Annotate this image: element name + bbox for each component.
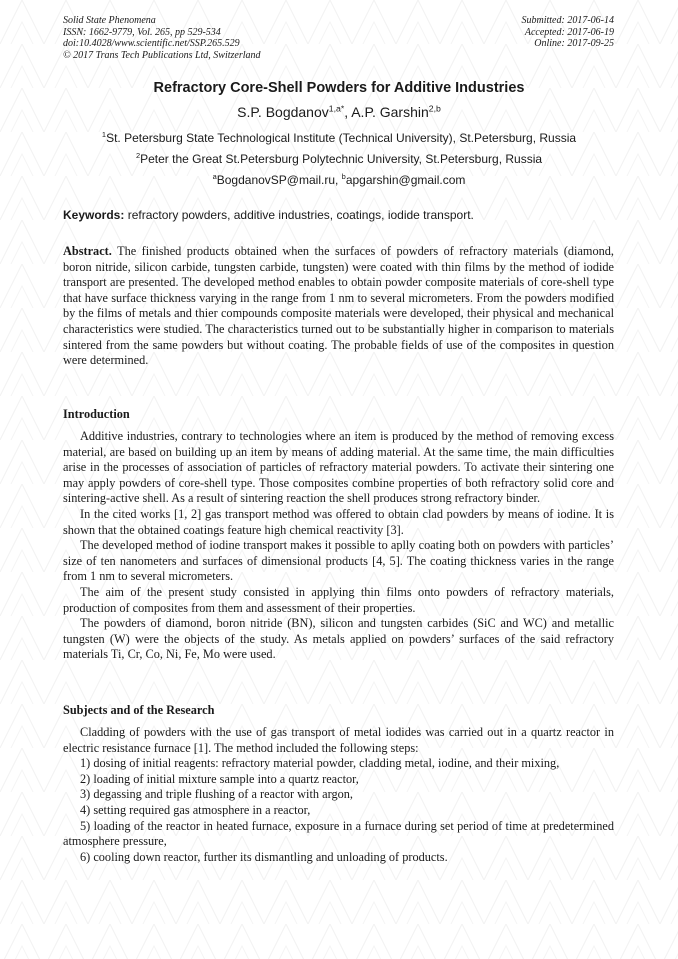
list-item: 6) cooling down reactor, further its dismantling and unloading of products.	[80, 849, 448, 864]
keywords-label: Keywords:	[63, 208, 125, 222]
affiliation-1-text: St. Petersburg State Technological Institute (Technical University), St.Petersburg, Russia	[106, 131, 577, 145]
author-list	[0, 104, 678, 120]
list-item: 5) loading of the reactor in heated furnace, exposure in a furnace during set period of time at predetermined atmosphere pressure,	[63, 818, 614, 849]
affiliation-2-mark: 2	[135, 151, 141, 160]
affiliation-2-text: Peter the Great St.Petersburg Polytechnic University, St.Petersburg, Russia	[140, 152, 543, 166]
affiliation-2	[0, 152, 678, 166]
copyright-line: © 2017 Trans Tech Publications Ltd, Switzerland	[63, 49, 261, 61]
paragraph: The powders of diamond, boron nitride (BN), silicon and tungsten carbides (SiC and WC) and metallic tungsten (W) were the objects of the study. As metals applied on powders’ surfaces of the said refractory materials Ti, Cr, Co, Ni, Fe, Mo were used.	[63, 616, 614, 662]
section-heading-subjects: Subjects and of the Research	[63, 703, 215, 717]
paper-title: Refractory Core-Shell Powders for Additive Industries	[153, 80, 525, 96]
author-2-affiliation-mark: 2,b	[428, 103, 441, 114]
affiliation-1	[0, 131, 678, 145]
abstract-label: Abstract.	[63, 244, 112, 258]
section-heading-introduction: Introduction	[63, 407, 130, 421]
introduction-body	[63, 429, 614, 663]
submitted-date: Submitted: 2017-06-14	[521, 15, 614, 26]
paragraph: The aim of the present study consisted in applying thin films onto powders of refractory materials, production of composites from them and assessment of their properties.	[63, 584, 614, 615]
journal-name: Solid State Phenomena	[63, 15, 156, 26]
paragraph: Additive industries, contrary to technologies where an item is produced by the method of removing excess material, are based on building up an item by means of adding material. At the same time, the main difficulties arise in the processes of association of particles of refractory material powders. To activate their sintering one may apply powders of core-shell type. Those composites combine properties of both refractory solid core and sintering-active shell. As a result of sintering reaction the shell produces strong refractory binder.	[63, 429, 614, 506]
author-2: A.P. Garshin	[351, 104, 429, 120]
paragraph: In the cited works [1, 2] gas transport method was offered to obtain clad powders by means of iodine. It is shown that the obtained coatings feature high chemical reactivity [3].	[63, 506, 614, 537]
author-emails	[0, 173, 678, 187]
author-separator: ,	[344, 104, 352, 120]
online-date: Online: 2017-09-25	[534, 38, 614, 49]
subjects-body	[63, 725, 614, 865]
list-item: 2) loading of initial mixture sample into a quartz reactor,	[80, 771, 359, 786]
keywords	[63, 208, 474, 222]
accepted-date: Accepted: 2017-06-19	[524, 26, 614, 38]
dates-info	[522, 15, 615, 50]
issn-line: ISSN: 1662-9779, Vol. 265, pp 529-534	[63, 26, 221, 38]
abstract-text: The finished products obtained when the surfaces of powders of refractory materials (diamond, boron nitride, silicon carbide, tungsten carbide, tungsten) were coated with thin films by the method of iodide transport are presented. The developed method enables to obtain powder composite materials of core-shell type that have surface thickness varying in the range from 1 nm to several micrometers. From the powders modified by the films of metals and thier compounds composite materials were developed, their physical and mechanical characteristics were studied. The characteristics turned out to be substantially higher in comparison to materials sintered from the same powders but without coating. The probable fields of use of the composites in question were determined.	[63, 244, 614, 368]
email-a-mark: a	[212, 172, 217, 181]
paragraph: Cladding of powders with the use of gas transport of metal iodides was carried out in a quartz reactor in electric resistance furnace [1]. The method included the following steps:	[63, 725, 614, 755]
email-a: BogdanovSP@mail.ru,	[216, 173, 342, 187]
doi-line: doi:10.4028/www.scientific.net/SSP.265.529	[63, 38, 240, 49]
abstract	[63, 244, 614, 369]
email-b: apgarshin@gmail.com	[345, 173, 466, 187]
email-b-mark: b	[341, 172, 346, 181]
author-1-affiliation-mark: 1,a*	[328, 103, 345, 114]
keywords-text: refractory powders, additive industries, coatings, iodide transport.	[124, 208, 474, 222]
affiliation-1-mark: 1	[101, 130, 107, 139]
author-1: S.P. Bogdanov	[237, 104, 329, 120]
list-item: 1) dosing of initial reagents: refractory material powder, cladding metal, iodine, and their mixing,	[80, 756, 560, 771]
list-item: 3) degassing and triple flushing of a reactor with argon,	[80, 787, 353, 802]
paragraph: The developed method of iodine transport makes it possible to aplly coating both on powders with particles’ size of ten nanometers and surfaces of dimensional products [4, 5]. The coating thickness varies in the range from 1 nm to several micrometers.	[63, 538, 614, 584]
list-item: 4) setting required gas atmosphere in a reactor,	[80, 802, 311, 817]
journal-info	[63, 15, 261, 61]
